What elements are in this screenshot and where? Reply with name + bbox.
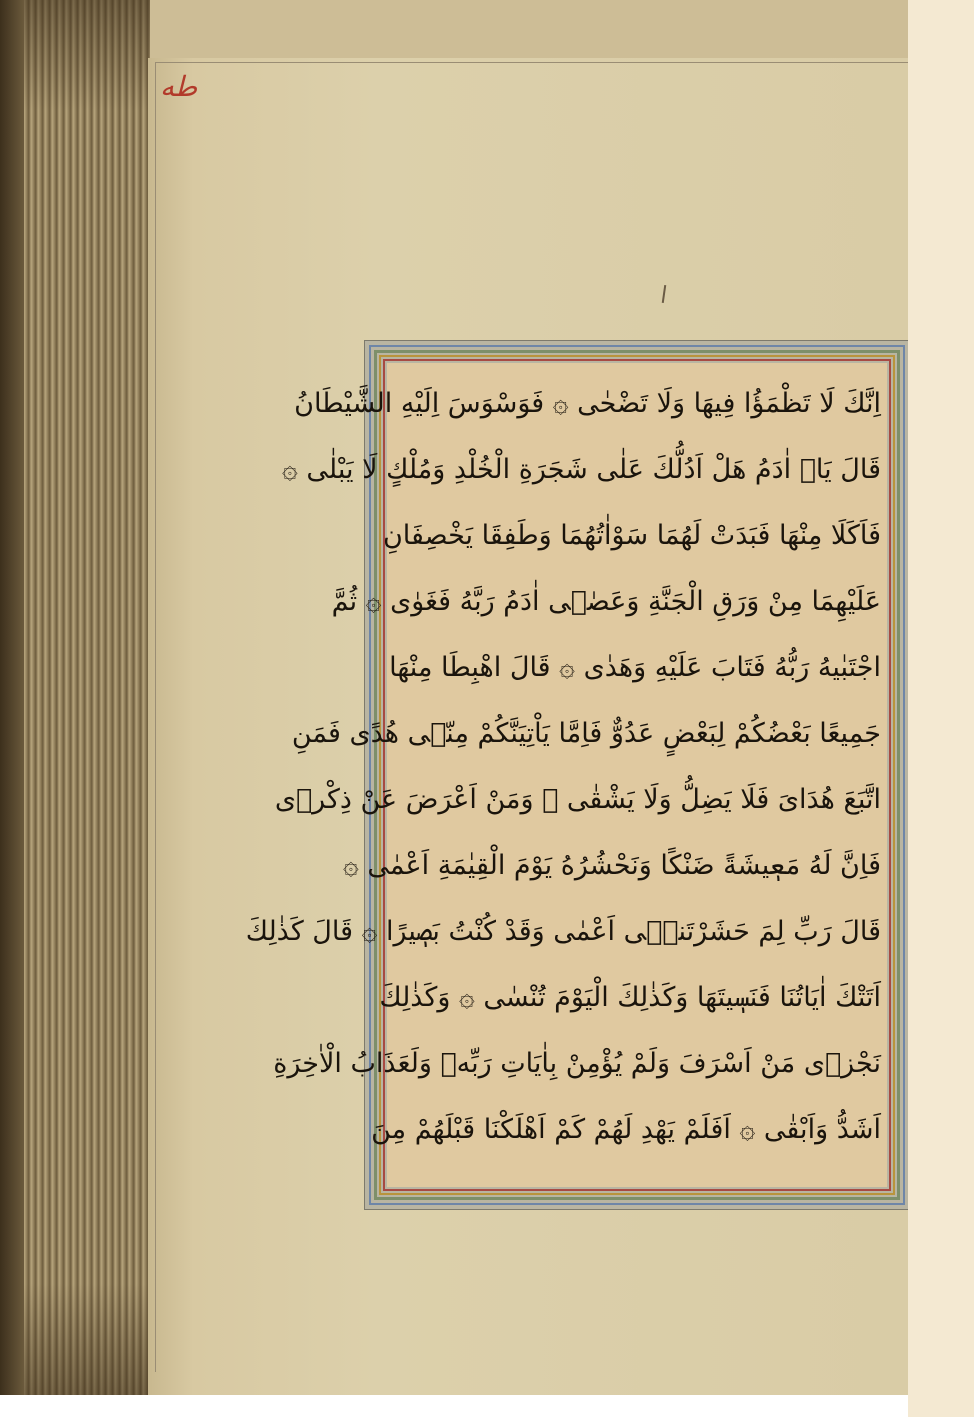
text-line: قَالَ يَاۤ اٰدَمُ هَلْ اَدُلُّكَ عَلٰى شَجَرَةِ الْخُلْدِ وَمُلْكٍ لَا يَبْلٰى ۞ <box>282 454 881 485</box>
right-background-strip <box>908 0 974 1417</box>
top-ruling-line <box>155 62 908 63</box>
folio-heading: طه <box>160 70 198 103</box>
left-ruling-line <box>155 62 156 1372</box>
text-line: عَلَيْهِمَا مِنْ وَرَقِ الْجَنَّةِ وَعَصٰۤى اٰدَمُ رَبَّهُ فَغَوٰى ۞ ثُمَّ <box>331 586 881 617</box>
text-panel <box>245 363 887 1187</box>
bottom-background-strip <box>0 1395 908 1417</box>
text-frame <box>245 340 910 1210</box>
text-line: نَجْزٖى مَنْ اَسْرَفَ وَلَمْ يُؤْمِنْ بِاٰيَاتِ رَبِّهٖ وَلَعَذَابُ الْاٰخِرَةِ <box>273 1048 881 1079</box>
text-line: اَتَتْكَ اٰيَاتُنَا فَنَسٖيتَهَا وَكَذٰلِكَ الْيَوْمَ تُنْسٰى ۞ وَكَذٰلِكَ <box>379 982 881 1013</box>
spine-shadow <box>0 0 24 1395</box>
text-line: اَشَدُّ وَاَبْقٰى ۞ اَفَلَمْ يَهْدِ لَهُمْ كَمْ اَهْلَكْنَا قَبْلَهُمْ مِنَ <box>371 1114 881 1145</box>
text-line: فَاَكَلَا مِنْهَا فَبَدَتْ لَهُمَا سَوْاٰتُهُمَا وَطَفِقَا يَخْصِفَانِ <box>382 520 881 551</box>
text-line: اجْتَبٰيهُ رَبُّهُ فَتَابَ عَلَيْهِ وَهَدٰى ۞ قَالَ اهْبِطَا مِنْهَا <box>389 652 881 683</box>
text-line: اِنَّكَ لَا تَظْمَؤُا فِيهَا وَلَا تَضْحٰى ۞ فَوَسْوَسَ اِلَيْهِ الشَّيْطَانُ <box>294 388 881 419</box>
text-line: اتَّبَعَ هُدَاىَ فَلَا يَضِلُّ وَلَا يَشْقٰى ۞ وَمَنْ اَعْرَضَ عَنْ ذِكْرٖى <box>274 784 881 815</box>
text-line: جَمِيعًا بَعْضُكُمْ لِبَعْضٍ عَدُوٌّ فَاِمَّا يَاْتِيَنَّكُمْ مِنّٖى هُدًى فَمَنِ <box>291 718 881 749</box>
text-line: فَاِنَّ لَهُ مَعٖيشَةً ضَنْكًا وَنَحْشُرُهُ يَوْمَ الْقِيٰمَةِ اَعْمٰى ۞ <box>343 850 881 881</box>
text-line: قَالَ رَبِّ لِمَ حَشَرْتَنٖۤى اَعْمٰى وَقَدْ كُنْتُ بَصٖيرًا ۞ قَالَ كَذٰلِكَ <box>245 916 881 947</box>
